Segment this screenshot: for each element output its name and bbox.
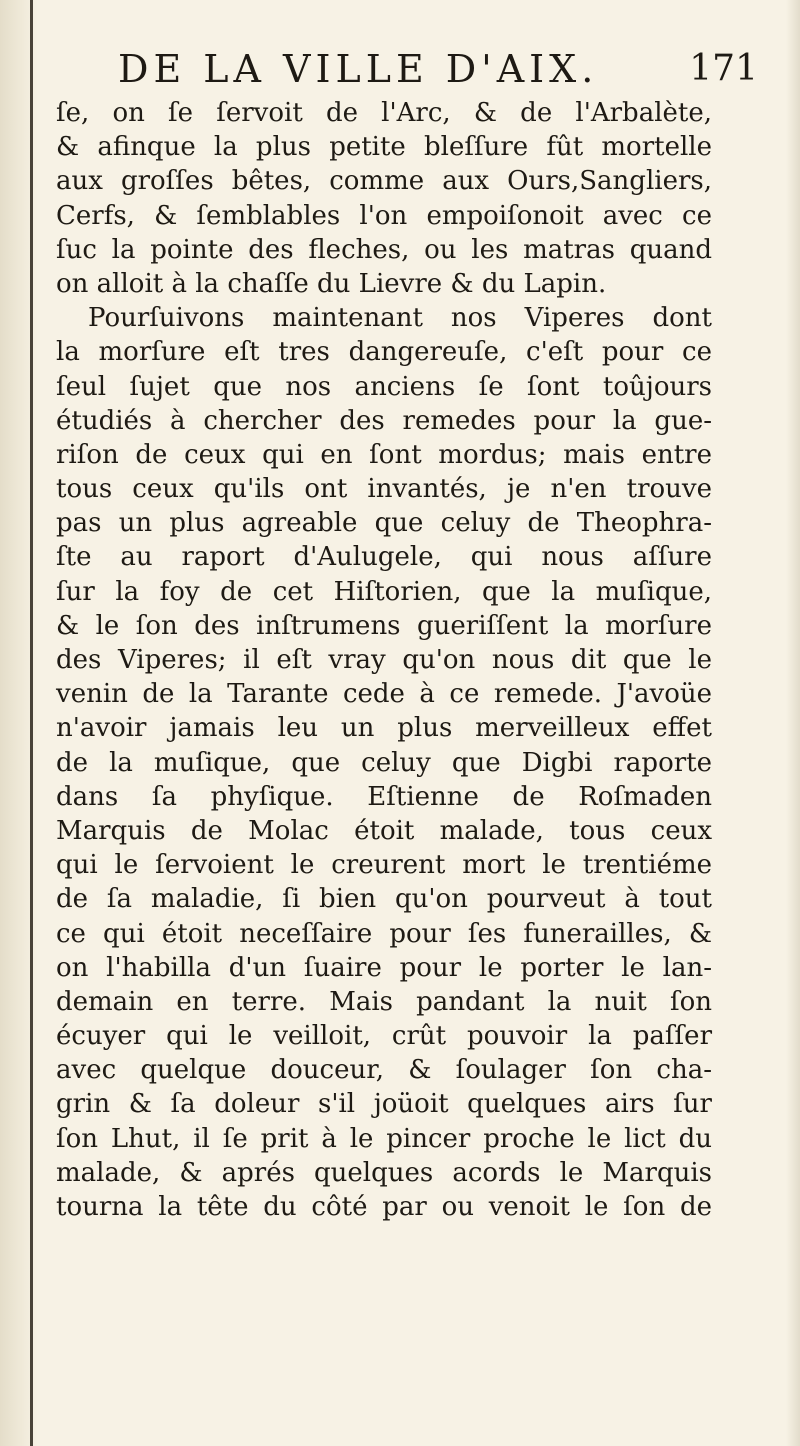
text-line: pas un plus agreable que celuy de Theophra-	[56, 508, 712, 539]
text-line: la morſure eſt tres dangereuſe, c'eſt pour ce	[56, 337, 712, 368]
text-line: ſur la foy de cet Hiſtorien, que la muſique,	[56, 576, 712, 607]
text-line: n'avoir jamais leu un plus merveilleux effet	[56, 713, 712, 744]
running-header	[118, 44, 758, 94]
text-line: & afinque la plus petite bleſſure fût mortelle	[56, 132, 712, 163]
text-line: Cerfs, & ſemblables l'on empoiſonoit avec ce	[56, 200, 712, 231]
text-line: venin de la Tarante cede à ce remede. J'avoüe	[56, 679, 712, 710]
text-line: ſe, on ſe ſervoit de l'Arc, & de l'Arbalète,	[56, 98, 712, 128]
text-line: ſuc la pointe des fleches, ou les matras quand	[56, 234, 712, 265]
text-line: tous ceux qu'ils ont invantés, je n'en trouve	[56, 474, 712, 505]
text-line: ce qui étoit neceſſaire pour ſes funerailles, &	[56, 918, 712, 949]
text-line: écuyer qui le veilloit, crût pouvoir la paſſer	[56, 1021, 712, 1052]
text-line: de ſa maladie, ſi bien qu'on pourveut à tout	[56, 884, 712, 915]
body-text	[56, 96, 712, 1224]
text-line: étudiés à chercher des remedes pour la gue-	[56, 405, 712, 436]
text-line: dans ſa phyſique. Eſtienne de Roſmaden	[56, 781, 712, 812]
page-number: 171	[689, 48, 758, 89]
text-line: ſon Lhut, il ſe prit à le pincer proche le lict du	[56, 1123, 712, 1154]
text-line: des Viperes; il eſt vray qu'on nous dit que le	[56, 645, 712, 675]
text-line: grin & ſa doleur s'il joüoit quelques airs ſur	[56, 1089, 712, 1120]
text-line: Marquis de Molac étoit malade, tous ceux	[56, 815, 712, 846]
binding-edge	[30, 0, 33, 1446]
text-line: ſeul ſujet que nos anciens ſe ſont toûjours	[56, 371, 712, 402]
text-line: ſte au raport d'Aulugele, qui nous aſſure	[56, 542, 712, 573]
text-line: qui le ſervoient le creurent mort le trentiéme	[56, 850, 712, 881]
text-line: on alloit à la chaſſe du Lievre & du Lapin.	[56, 268, 607, 299]
text-line: avec quelque douceur, & ſoulager ſon cha-	[56, 1055, 712, 1086]
text-line: on l'habilla d'un ſuaire pour le porter le lan-	[56, 952, 712, 983]
text-line: tourna la tête du côté par ou venoit le ſon de	[56, 1192, 712, 1222]
page-edge-shadow	[786, 0, 800, 1446]
text-line: Pourſuivons maintenant nos Viperes dont	[88, 303, 712, 334]
text-line: riſon de ceux qui en ſont mordus; mais entre	[56, 439, 712, 470]
text-line: aux groſſes bêtes, comme aux Ours,Sangliers,	[56, 166, 712, 197]
text-line: demain en terre. Mais pandant la nuit ſon	[56, 986, 712, 1017]
text-line: & le ſon des inſtrumens gueriſſent la morſure	[56, 610, 712, 641]
running-title: DE LA VILLE D'AIX.	[118, 47, 599, 91]
text-line: malade, & aprés quelques acords le Marquis	[56, 1157, 712, 1188]
text-line: de la muſique, que celuy que Digbi raporte	[56, 747, 712, 778]
